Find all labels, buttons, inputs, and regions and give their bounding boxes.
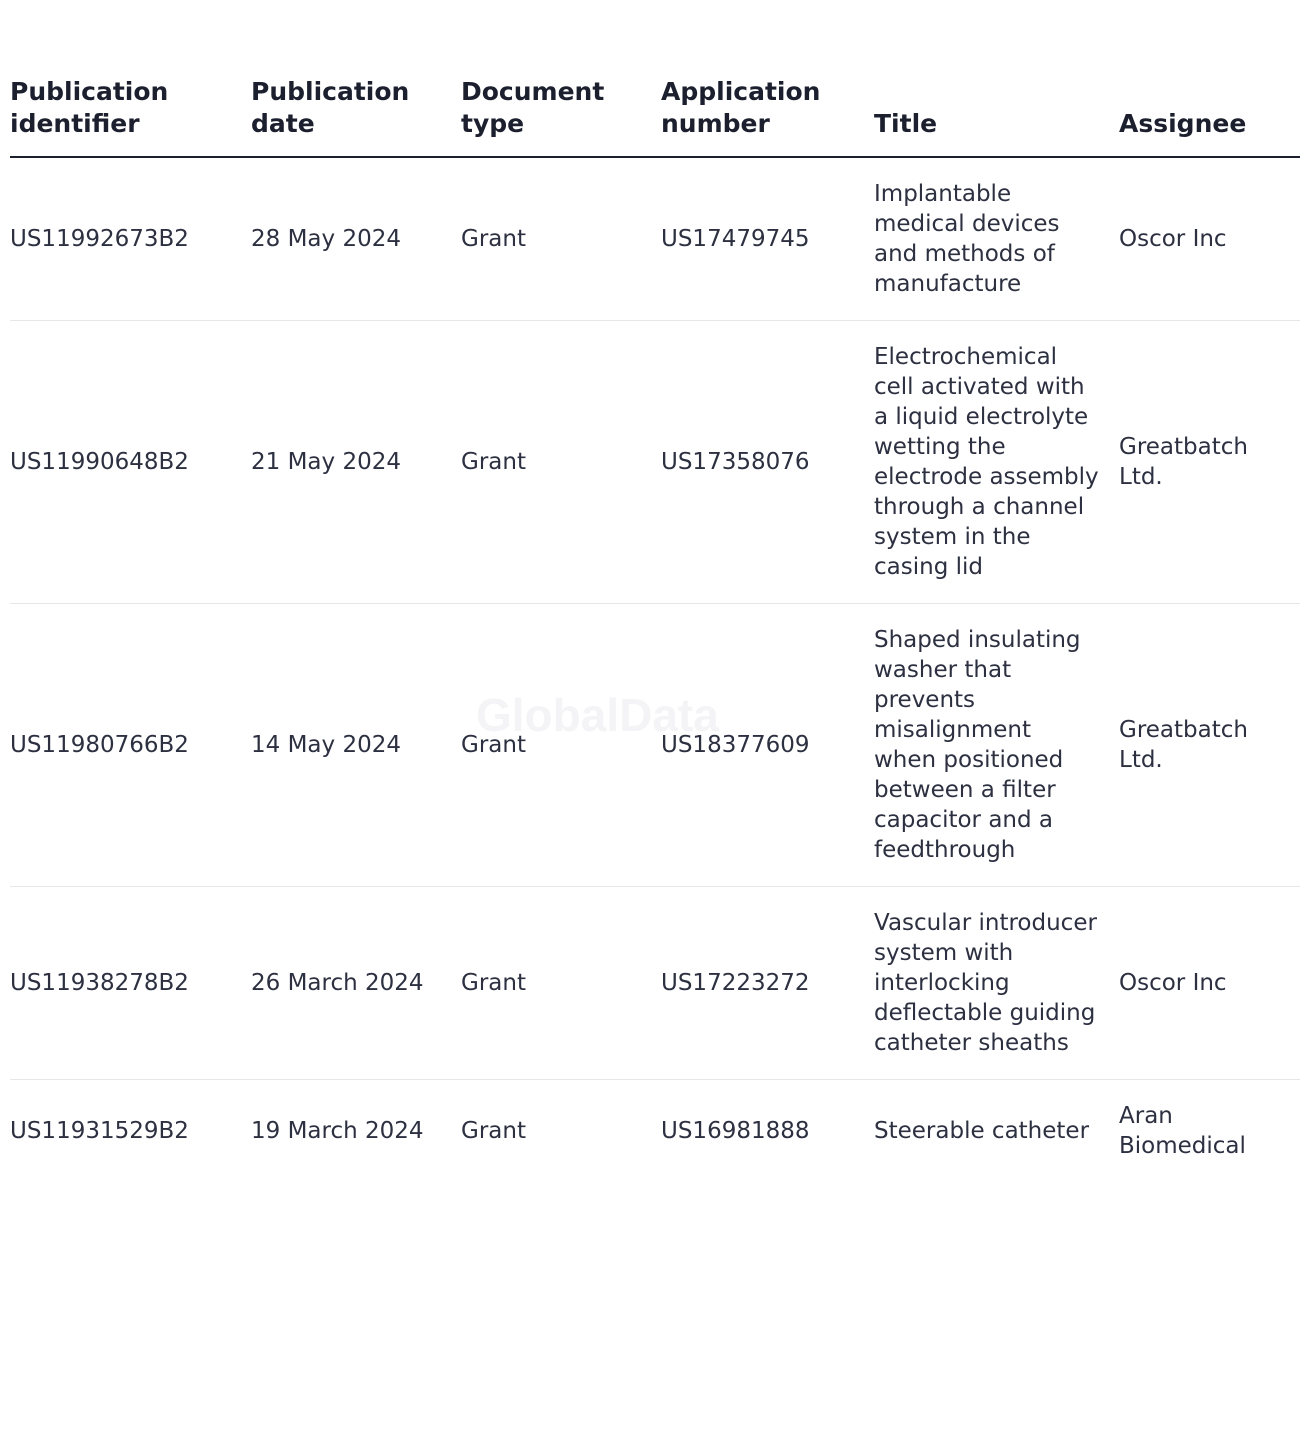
table-header <box>10 76 1300 157</box>
cell-title: Vascular introducer system with interlocking deflectable guiding catheter sheaths <box>874 887 1119 1080</box>
cell-application-number: US18377609 <box>661 604 874 887</box>
header-row <box>10 76 1300 157</box>
cell-assignee: Greatbatch Ltd. <box>1119 604 1300 887</box>
cell-document-type: Grant <box>461 1118 526 1144</box>
cell-application-number: US17358076 <box>661 321 874 604</box>
cell-publication-identifier: US11931529B2 <box>10 1118 189 1144</box>
column-header-application-number[interactable]: Application number <box>661 76 874 157</box>
patents-table-container[interactable] <box>10 76 1248 1182</box>
cell-publication-identifier: US11980766B2 <box>10 604 251 887</box>
table-row <box>10 604 1300 887</box>
cell-title: Shaped insulating washer that prevents misalignment when positioned between a filter capacitor and a feedthrough <box>874 604 1119 887</box>
cell-document-type: Grant <box>461 321 661 604</box>
table-body <box>10 157 1300 1182</box>
column-header-title[interactable]: Title <box>874 76 1119 157</box>
cell-publication-identifier: US11990648B2 <box>10 321 251 604</box>
cell-document-type: Grant <box>461 157 661 321</box>
cell-publication-date: 14 May 2024 <box>251 604 461 887</box>
watermark-logo: GlobalData <box>476 689 719 741</box>
column-header-assignee[interactable]: Assignee <box>1119 76 1300 157</box>
cell-publication-date: 28 May 2024 <box>251 157 461 321</box>
cell-assignee: Aran Biomedical <box>1119 1103 1246 1159</box>
cell-assignee: Greatbatch Ltd. <box>1119 321 1300 604</box>
cell-publication-date: 19 March 2024 <box>251 1118 424 1144</box>
column-header-publication-identifier[interactable]: Publication identifier <box>10 76 251 157</box>
cell-application-number: US17479745 <box>661 157 874 321</box>
cell-assignee: Oscor Inc <box>1119 157 1300 321</box>
column-header-publication-date[interactable]: Publication date <box>251 76 461 157</box>
cell-document-type: Grant <box>461 887 661 1080</box>
cell-publication-date: 26 March 2024 <box>251 887 461 1080</box>
cell-title: Implantable medical devices and methods of manufacture <box>874 157 1119 321</box>
cell-publication-identifier: US11992673B2 <box>10 157 251 321</box>
cell-title: Steerable catheter <box>874 1118 1090 1144</box>
cell-publication-date: 21 May 2024 <box>251 321 461 604</box>
table-row <box>10 887 1300 1080</box>
cell-publication-identifier: US11938278B2 <box>10 887 251 1080</box>
table-row <box>10 1080 1300 1183</box>
patents-table <box>10 76 1300 1182</box>
cell-assignee: Oscor Inc <box>1119 887 1300 1080</box>
cell-application-number: US16981888 <box>661 1118 810 1144</box>
cell-application-number: US17223272 <box>661 887 874 1080</box>
cell-document-type: Grant <box>461 604 661 887</box>
column-header-document-type[interactable]: Document type <box>461 76 661 157</box>
cell-title: Electrochemical cell activated with a liquid electrolyte wetting the electrode assembly through a channel system in the casing lid <box>874 321 1119 604</box>
table-row <box>10 321 1300 604</box>
table-row <box>10 157 1300 321</box>
